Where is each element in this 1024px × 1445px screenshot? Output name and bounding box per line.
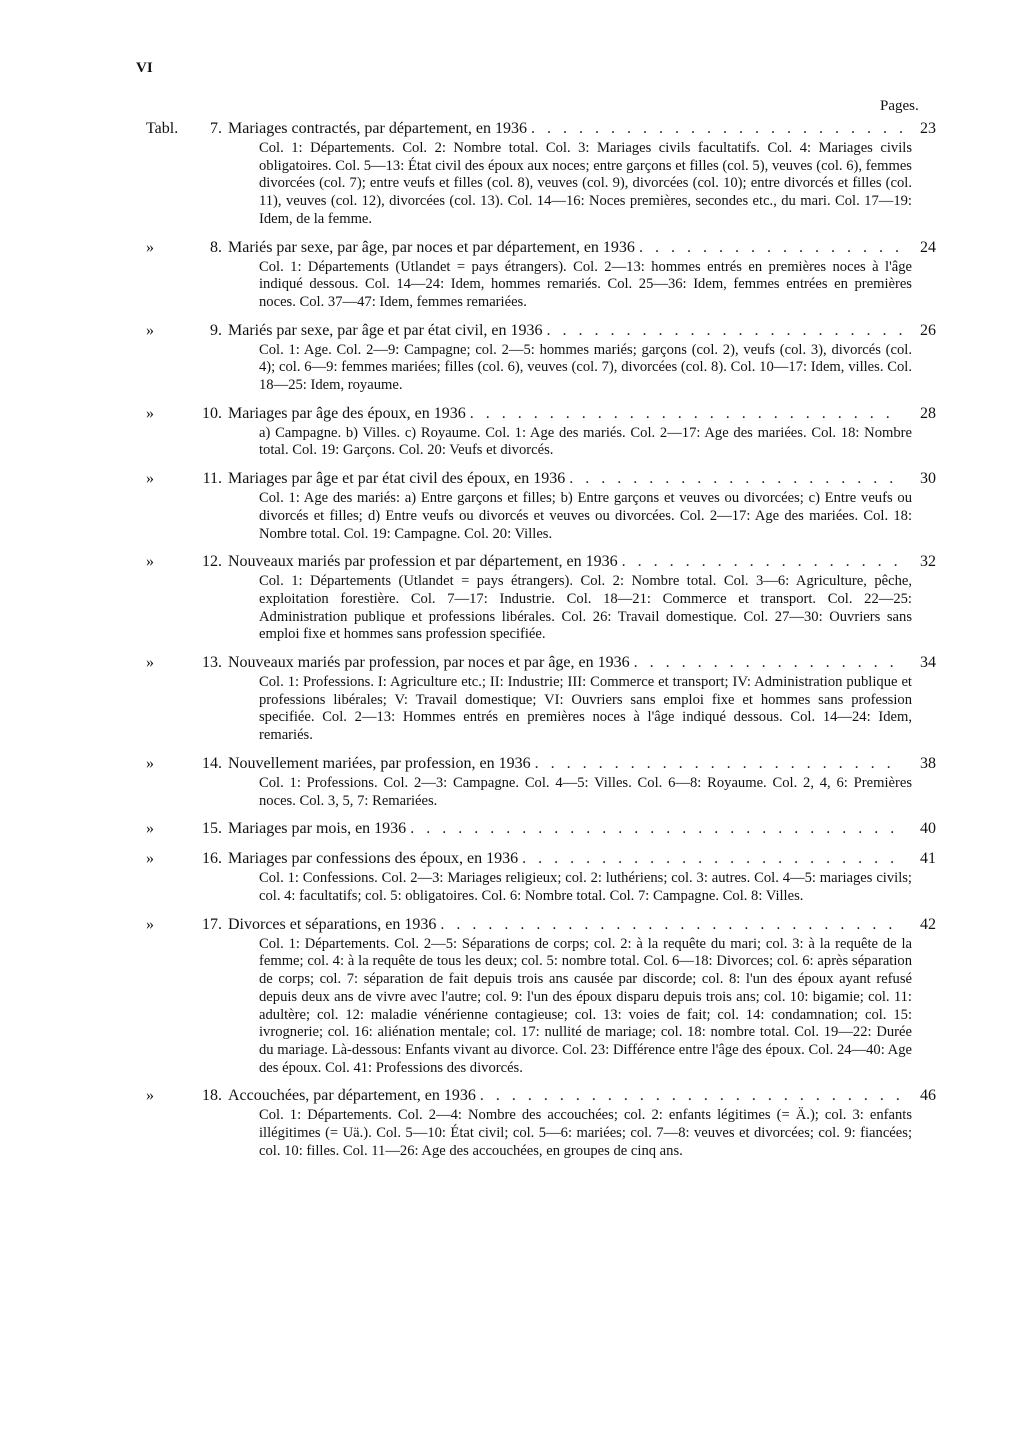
entry-page-number: 40 (920, 820, 936, 838)
dot-leader (535, 753, 902, 775)
entry-prefix: » (146, 654, 154, 672)
entry-prefix: » (146, 850, 154, 868)
entry-number: 8. (210, 238, 222, 256)
dot-leader (634, 652, 902, 674)
entry-number: 16. (202, 850, 222, 868)
table-of-contents (146, 118, 936, 1168)
entry-page-number: 34 (920, 654, 936, 672)
toc-entry-16 (146, 848, 936, 905)
entry-title: Mariés par sexe, par âge et par état civil, en 1936 (228, 321, 543, 339)
entry-title: Mariages contractés, par département, en 1936 (228, 120, 527, 137)
entry-description: a) Campagne. b) Villes. c) Royaume. Col. 1: Age des mariés. Col. 2—17: Age des mariées. Col. 18: Nombre total. Col. 19: Garçons. Col. 20: Veufs et divorcés. (259, 424, 912, 459)
entry-description: Col. 1: Départements. Col. 2—4: Nombre des accouchées; col. 2: enfants légitimes (= Ä.); col. 3: enfants illégitimes (= Uä.). Col. 5—10: État civil; col. 5—6: mariées; col. 7—8: veuves et divorcées; col. 9: fiancées; col. 10: filles. Col. 11—26: Age des accouchées, en groupes de cinq ans. (259, 1107, 912, 1159)
entry-description: Col. 1: Confessions. Col. 2—3: Mariages religieux; col. 2: luthériens; col. 3: autres. Col. 4—5: mariages civils; col. 4: facultatifs; col. 5: obligatoires. Col. 6: Nombre total. Col. 7: Campagne. Col. 8: Villes. (259, 870, 912, 904)
entry-prefix: » (146, 321, 154, 339)
entry-title: Mariés par sexe, par âge, par noces et par département, en 1936 (228, 238, 635, 256)
entry-title: Mariages par confessions des époux, en 1936 (228, 850, 519, 868)
entry-title: Mariages par âge et par état civil des époux, en 1936 (228, 470, 566, 488)
entry-prefix: » (146, 238, 154, 256)
entry-title: Accouchées, par département, en 1936 (228, 1087, 476, 1105)
dot-leader (410, 818, 902, 840)
entry-page-number: 38 (920, 754, 936, 772)
toc-entry-14 (146, 753, 936, 810)
entry-number: 11. (202, 470, 222, 488)
entry-title: Mariages par âge des époux, en 1936 (228, 404, 466, 422)
entry-page-number: 30 (920, 470, 936, 488)
entry-number: 7. (210, 120, 222, 137)
entry-page-number: 46 (920, 1087, 936, 1105)
dot-leader (547, 320, 902, 342)
entry-prefix: » (146, 754, 154, 772)
entry-description: Col. 1: Professions. I: Agriculture etc.; II: Industrie; III: Commerce et transport; IV: Administration publique et professions libérales; V: Travail domestique; VI: Ouvriers sans emploi fixe et hommes sans profession specifiée. Col. 2—13: Hommes entrés en premières noces à l'âge indiqué dessous. Col. 14—24: Idem, remariés. (259, 674, 912, 744)
entry-title: Mariages par mois, en 1936 (228, 820, 407, 838)
entry-number: 15. (202, 820, 222, 838)
entry-prefix: » (146, 553, 154, 571)
entry-number: 13. (202, 654, 222, 672)
entry-number: 17. (202, 915, 222, 933)
entry-description: Col. 1: Départements. Col. 2: Nombre total. Col. 3: Mariages civils facultatifs. Col. 4: Mariages civils obligatoires. Col. 5—13: État civil des époux aux noces; entre garçons et filles (col. 5), veuves (col. 6), femmes divorcées (col. 7); entre veufs et filles (col. 8), veuves (col. 9), divorcées (col. 10); entre divorcés et filles (col. 11), veuves (col. 12), divorcées (col. 13). Col. 14—16: Noces premières, secondes etc., du mari. Col. 17—19: Idem, de la femme. (259, 140, 912, 227)
toc-entry-8 (146, 237, 936, 312)
entry-number: 18. (202, 1087, 222, 1105)
toc-entry-12 (146, 551, 936, 644)
dot-leader (622, 551, 902, 573)
entry-title: Divorces et séparations, en 1936 (228, 915, 437, 933)
toc-entry-17 (146, 914, 936, 1078)
entry-description: Col. 1: Professions. Col. 2—3: Campagne. Col. 4—5: Villes. Col. 6—8: Royaume. Col. 2, 4, 6: Premières noces. Col. 3, 5, 7: Remariées. (259, 774, 912, 809)
dot-leader (470, 403, 902, 425)
entry-page-number: 28 (920, 404, 936, 422)
dot-leader (531, 118, 902, 140)
entry-description: Col. 1: Départements. Col. 2—5: Séparations de corps; col. 2: à la requête du mari; col. 3: à la requête de la femme; col. 4: à la requête de tous les deux; col. 5: nombre total. Col. 6—18: Divorces; col. 6: après séparation de corps; col. 7: séparation de fait depuis trois ans causée par discorde; col. 8: l'un des époux ayant refusé depuis deux ans de vivre avec l'autre; col. 9: l'un des époux disparu depuis trois ans; col. 10: bigamie; col. 11: adultère; col. 12: maladie vénérienne contagieuse; col. 13: voies de fait; col. 14: condamnation; col. 15: ivrognerie; col. 16: aliénation mentale; col. 17: nullité de mariage; col. 18: nombre total. Col. 19—22: Durée du mariage. Là-dessous: Enfants vivant au divorce. Col. 23: Différence entre l'âge des époux. Col. 24—40: Age des époux. Col. 41: Professions des divorcés. (259, 935, 912, 1076)
dot-leader (480, 1085, 902, 1107)
entry-prefix: » (146, 915, 154, 933)
entry-description: Col. 1: Age. Col. 2—9: Campagne; col. 2—5: hommes mariés; garçons (col. 2), veufs (col. 3), divorcés (col. 4); col. 6—9: femmes mariées; filles (col. 6), veuves (col. 7), divorcées (col. 8). Col. 10—17: Idem, villes. Col. 18—25: Idem, royaume. (259, 341, 912, 394)
page-number: VI (136, 60, 153, 76)
entry-page-number: 42 (920, 915, 936, 933)
dot-leader (522, 848, 902, 870)
entry-description: Col. 1: Départements (Utlandet = pays étrangers). Col. 2: Nombre total. Col. 3—6: Agriculture, pêche, exploitation forestière. Col. 7—17: Industrie. Col. 18—21: Commerce et transport. Col. 22—25: Administration publique et professions libérales. Col. 26: Travail domestique. Col. 27—30: Ouvriers sans emploi fixe et hommes sans profession specifiée. (259, 573, 912, 643)
entry-number: 14. (202, 754, 222, 772)
toc-entry-10 (146, 403, 936, 460)
entry-title: Nouveaux mariés par profession, par noces et par âge, en 1936 (228, 654, 630, 672)
entry-page-number: 32 (920, 553, 936, 571)
entry-page-number: 23 (920, 120, 936, 137)
entry-number: 12. (202, 553, 222, 571)
toc-entry-15 (146, 818, 936, 840)
entry-number: 10. (202, 404, 222, 422)
dot-leader (569, 468, 902, 490)
entry-number: 9. (210, 321, 222, 339)
entry-title: Nouveaux mariés par profession et par département, en 1936 (228, 553, 618, 571)
toc-entry-18 (146, 1085, 936, 1160)
entry-prefix: » (146, 820, 154, 838)
entry-page-number: 24 (920, 238, 936, 256)
toc-entry-7 (146, 118, 936, 229)
dot-leader (440, 914, 902, 936)
entry-prefix: » (146, 404, 154, 422)
toc-entry-13 (146, 652, 936, 745)
entry-prefix: » (146, 470, 154, 488)
entry-page-number: 41 (920, 850, 936, 868)
pages-column-label: Pages. (880, 98, 919, 114)
toc-entry-11 (146, 468, 936, 543)
dot-leader (639, 237, 902, 259)
entry-page-number: 26 (920, 321, 936, 339)
toc-entry-9 (146, 320, 936, 395)
entry-description: Col. 1: Départements (Utlandet = pays étrangers). Col. 2—13: hommes entrés en premières noces à l'âge indiqué dessous. Col. 14—24: Idem, hommes remariés. Col. 25—36: Idem, femmes entrées en premières noces. Col. 37—47: Idem, femmes remariées. (259, 258, 912, 310)
entry-prefix: Tabl. (146, 120, 179, 137)
entry-description: Col. 1: Age des mariés: a) Entre garçons et filles; b) Entre garçons et veuves ou divorcées; c) Entre veufs ou divorcés et filles; d) Entre veufs ou divorcés et veuves ou divorcées. Col. 2—17: Age des mariées. Col. 18: Nombre total. Col. 19: Campagne. Col. 20: Villes. (259, 490, 912, 542)
entry-prefix: » (146, 1087, 154, 1105)
entry-title: Nouvellement mariées, par profession, en 1936 (228, 754, 531, 772)
